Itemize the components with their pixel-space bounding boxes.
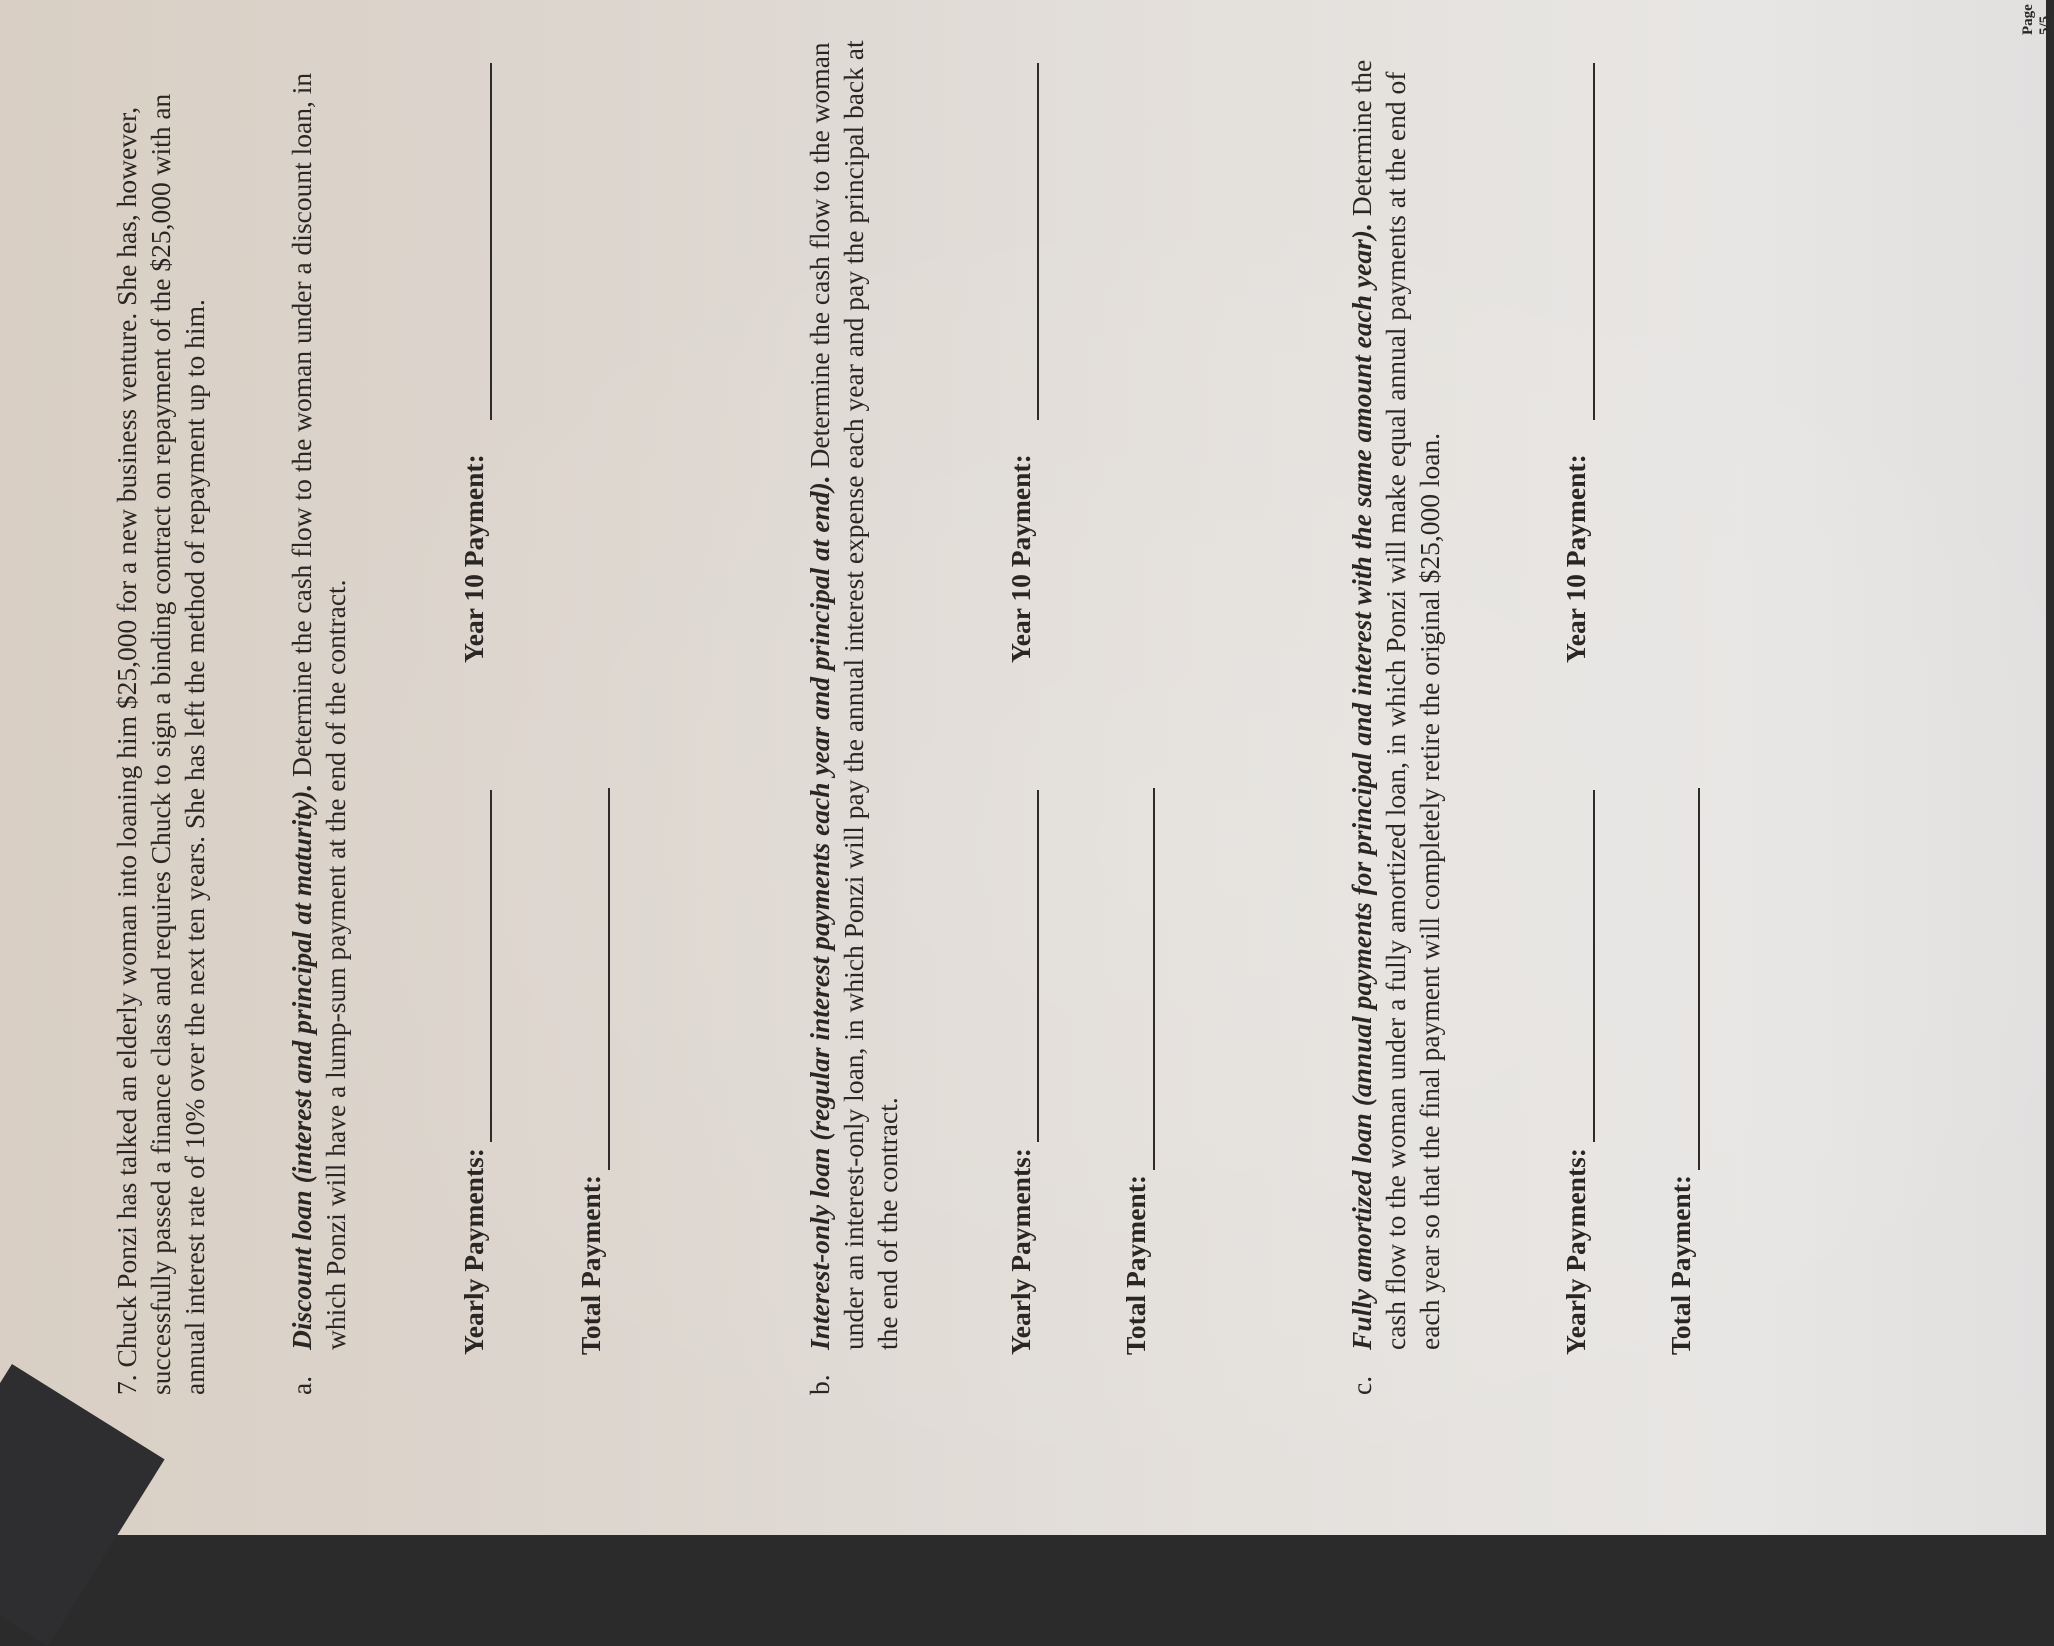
part-b-yearly-label: Yearly Payments: (1005, 1148, 1036, 1355)
part-b-letter: b. (804, 1374, 835, 1395)
part-b-title: Interest-only loan (regular interest payments each year and principal at end). (804, 475, 835, 1350)
part-c-yearly-label: Yearly Payments: (1560, 1148, 1591, 1355)
part-b-year10-blank[interactable] (1037, 63, 1039, 420)
part-a-total-label: Total Payment: (575, 1174, 606, 1355)
part-b (803, 35, 905, 1395)
part-c-title: Fully amortized loan (annual payments for principal and interest with the same amount each year). (1346, 223, 1377, 1350)
part-a-total-blank[interactable] (608, 788, 610, 1170)
part-b-year10-label: Year 10 Payment: (1005, 454, 1036, 663)
part-a-yearly-label: Yearly Payments: (458, 1148, 489, 1355)
page-number: Page 5/5 (2020, 4, 2053, 35)
part-b-total-label: Total Payment: (1120, 1174, 1151, 1355)
question-number: 7. (111, 1374, 142, 1395)
question-7 (110, 15, 212, 1395)
part-a-text: Determine the cash flow to the woman under a discount loan, in which Ponzi will have a lump-sum payment at the end of the contract. (286, 72, 351, 1350)
part-c-yearly-blank[interactable] (1593, 790, 1595, 1142)
part-b-text: Determine the cash flow to the woman under an interest-only loan, in which Ponzi will pay the annual interest expense each year and pay the principal back at the end of the contract. (804, 40, 903, 1350)
part-c-total-label: Total Payment: (1665, 1174, 1696, 1355)
part-c-year10-blank[interactable] (1593, 63, 1595, 420)
part-a-letter: a. (286, 1375, 317, 1395)
part-a-year10-blank[interactable] (490, 63, 492, 420)
part-c-year10-label: Year 10 Payment: (1560, 454, 1591, 663)
part-c-text: Determine the cash flow to the woman under a fully amortized loan, in which Ponzi will make equal annual payments at the end of each year so that the final payment will completely retire the original $25,000 loan. (1346, 59, 1445, 1350)
part-c (1345, 35, 1447, 1395)
part-a-year10-label: Year 10 Payment: (458, 454, 489, 663)
part-a (285, 35, 353, 1395)
part-b-total-blank[interactable] (1153, 788, 1155, 1170)
part-c-letter: c. (1346, 1375, 1377, 1395)
part-a-title: Discount loan (interest and principal at maturity). (286, 783, 317, 1350)
part-c-total-blank[interactable] (1698, 788, 1700, 1170)
part-b-yearly-blank[interactable] (1037, 790, 1039, 1142)
question-text: Chuck Ponzi has talked an elderly woman into loaning him $25,000 for a new business venture. She has, however, successfully passed a finance class and requires Chuck to sign a binding contract on repayment of the $25,000 with an annual interest rate of 10% over the next ten years. She has left the method of repayment up to him. (111, 93, 210, 1395)
part-a-yearly-blank[interactable] (490, 790, 492, 1142)
